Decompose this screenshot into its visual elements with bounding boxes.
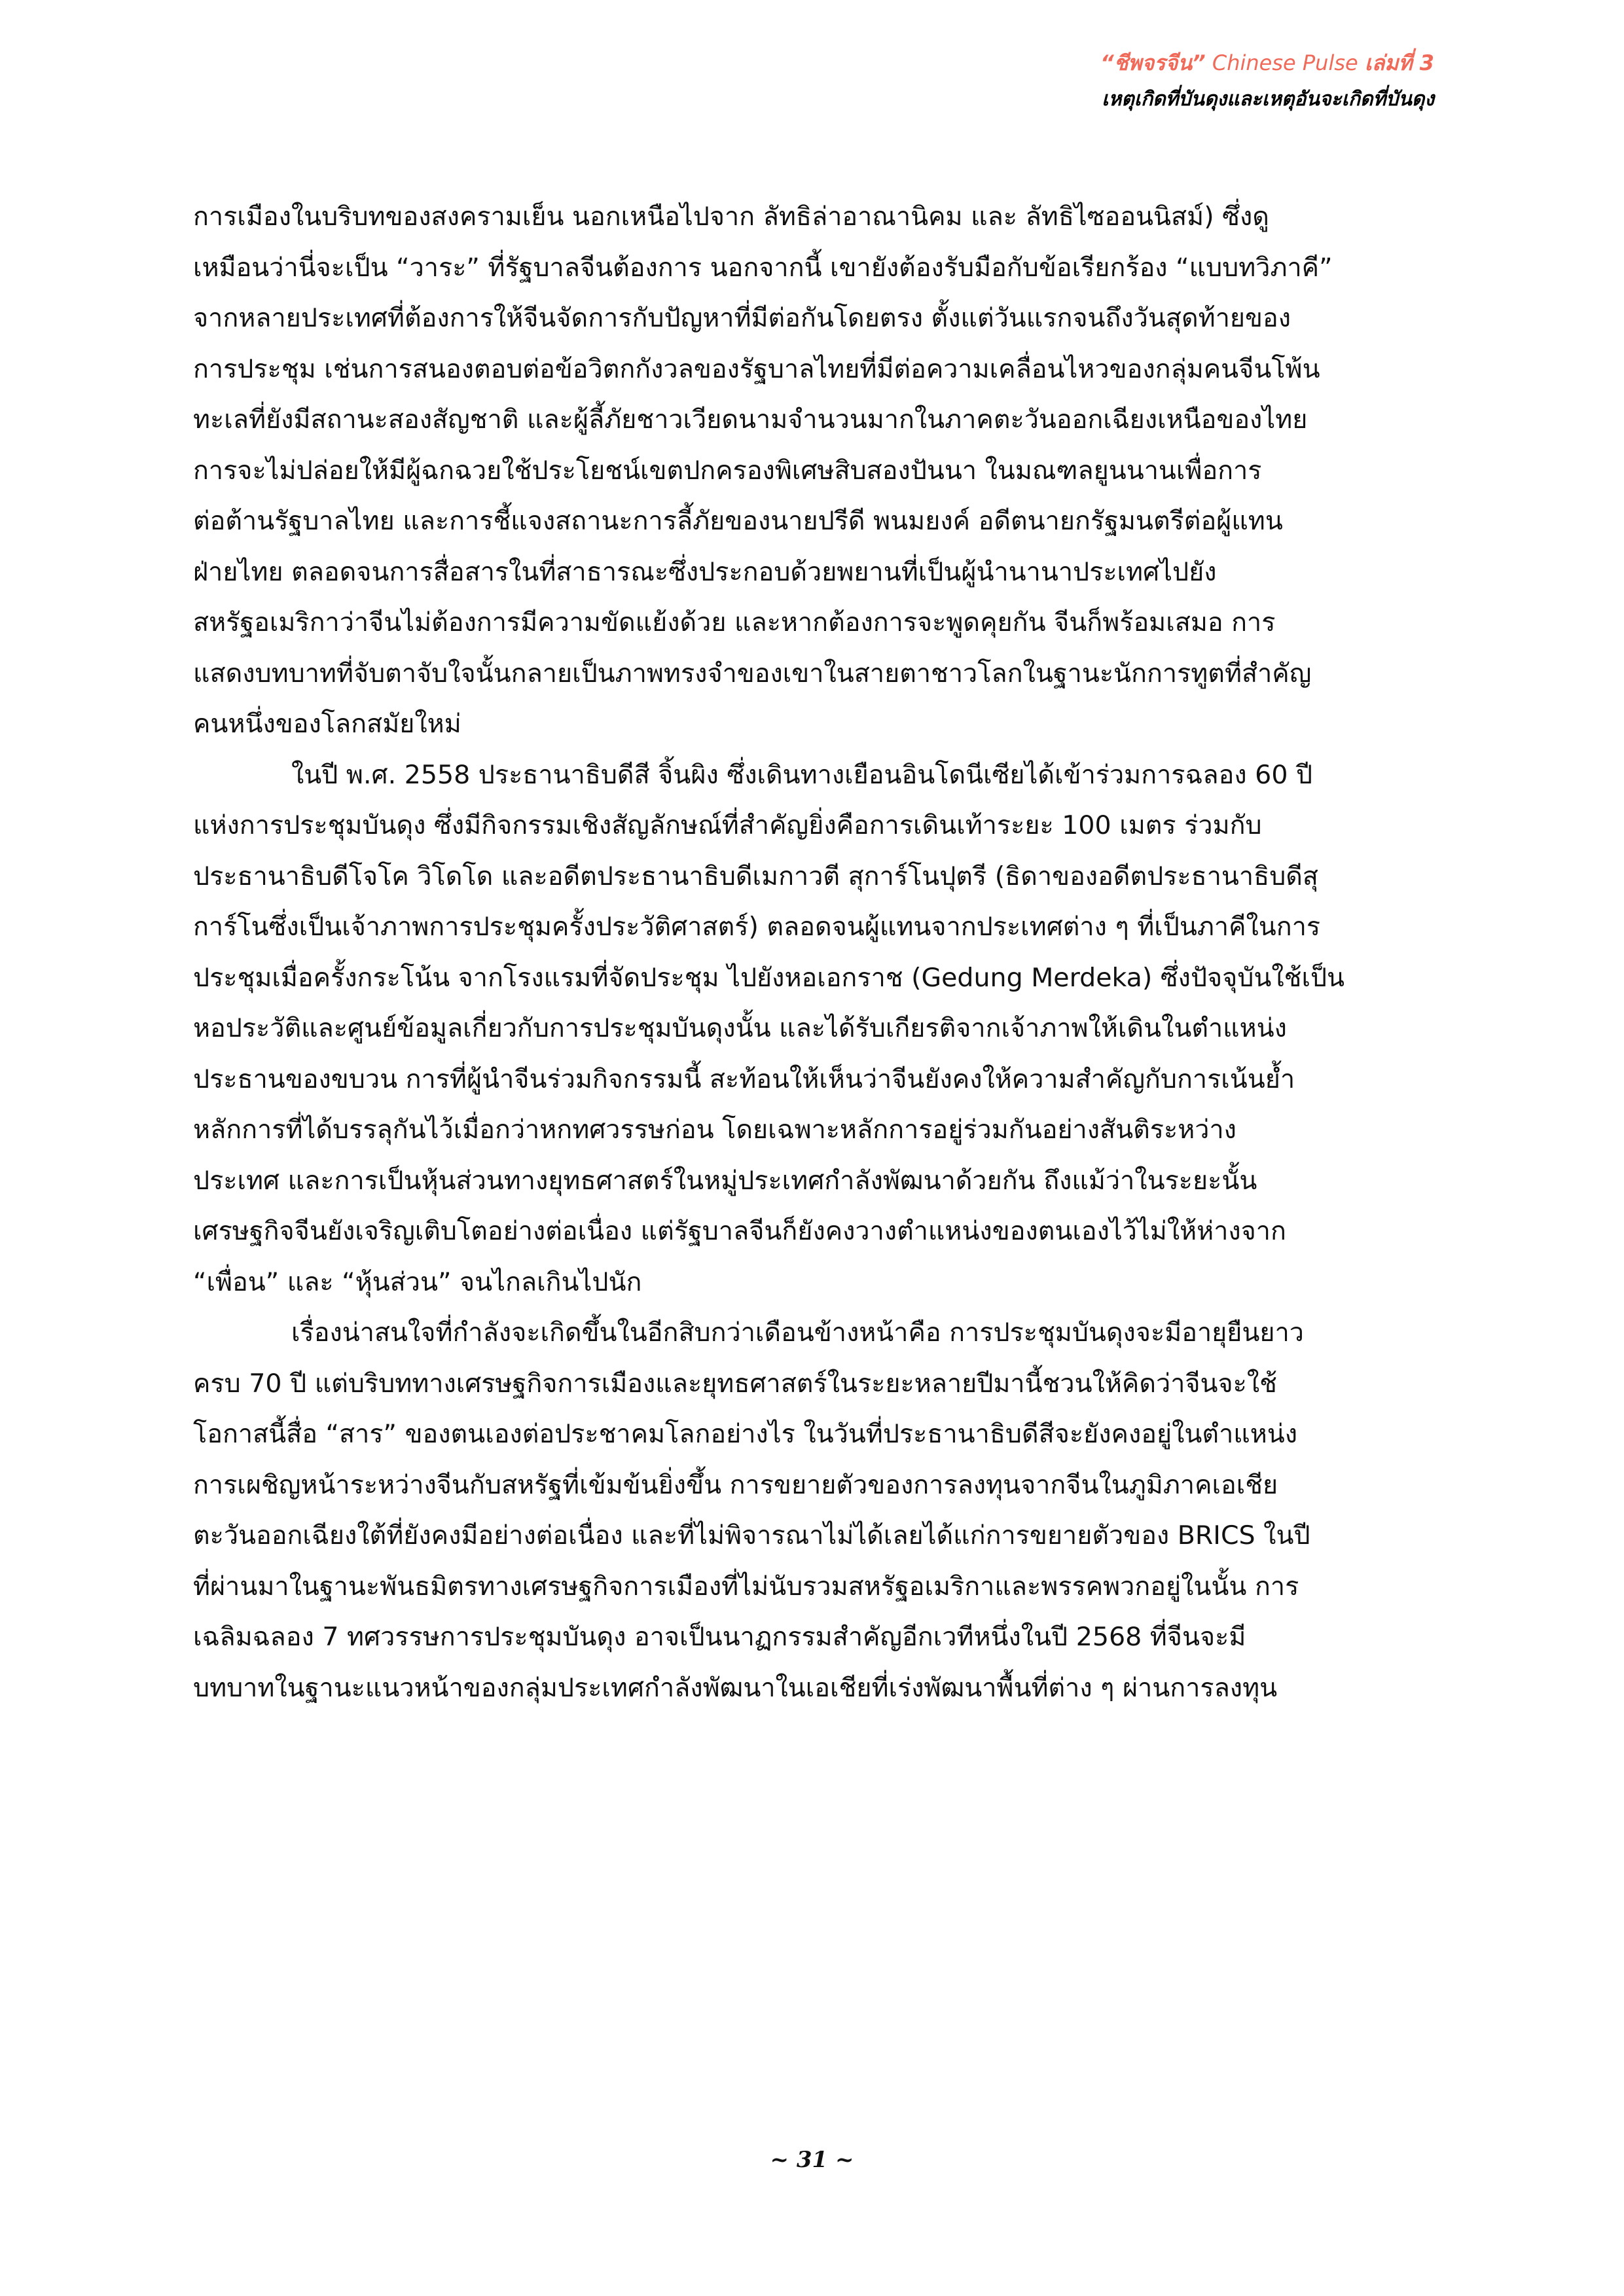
text-line: ประชุมเมื่อครั้งกระโน้น จากโรงแรมที่จัดประชุม ไปยังหอเอกราช (Gedung Merdeka) ซึ่งปัจจุบันใช้เป็น: [193, 962, 1345, 993]
text-line: หอประวัติและศูนย์ข้อมูลเกี่ยวกับการประชุมบันดุงนั้น และได้รับเกียรติจากเจ้าภาพให้เดินในตำแหน่ง: [193, 1013, 1287, 1043]
text-line: การเมืองในบริบทของสงครามเย็น นอกเหนือไปจาก ลัทธิล่าอาณานิคม และ ลัทธิไซออนนิสม์) ซึ่งดู: [193, 202, 1269, 232]
text-line: ฝ่ายไทย ตลอดจนการสื่อสารในที่สาธารณะซึ่งประกอบด้วยพยานที่เป็นผู้นำนานาประเทศไปยัง: [193, 556, 1217, 587]
text-line: ครบ 70 ปี แต่บริบททางเศรษฐกิจการเมืองและยุทธศาสตร์ในระยะหลายปีมานี้ชวนให้คิดว่าจีนจะใช้: [193, 1368, 1277, 1399]
text-line: การ์โนซึ่งเป็นเจ้าภาพการประชุมครั้งประวัติศาสตร์) ตลอดจนผู้แทนจากประเทศต่าง ๆ ที่เป็นภาคีในการ: [193, 912, 1321, 942]
body-text: [193, 192, 1434, 1713]
text-line: “เพื่อน” และ “หุ้นส่วน” จนไกลเกินไปนัก: [193, 1266, 642, 1297]
header-brand: “ชีพจรจีน”: [1100, 50, 1206, 75]
text-line: หลักการที่ได้บรรลุกันไว้เมื่อกว่าหกทศวรรษก่อน โดยเฉพาะหลักการอยู่ร่วมกันอย่างสันติระหว่าง: [193, 1115, 1236, 1145]
text-line: ประธานของขบวน การที่ผู้นำจีนร่วมกิจกรรมนี้ สะท้อนให้เห็นว่าจีนยังคงให้ความสำคัญกับการเน้นย้ำ: [193, 1064, 1295, 1094]
text-line: แสดงบทบาทที่จับตาจับใจนั้นกลายเป็นภาพทรงจำของเขาในสายตาชาวโลกในฐานะนักการทูตที่สำคัญ: [193, 658, 1312, 689]
header-section: เหตุเกิดที่บันดุงและเหตุอันจะเกิดที่บันดุง: [1102, 88, 1434, 111]
text-line: ประเทศ และการเป็นหุ้นส่วนทางยุทธศาสตร์ในหมู่ประเทศกำลังพัฒนาด้วยกัน ถึงแม้ว่าในระยะนั้น: [193, 1165, 1257, 1196]
header-subtitle: Chinese Pulse: [1212, 50, 1358, 75]
text-line: การจะไม่ปล่อยให้มีผู้ฉกฉวยใช้ประโยชน์เขตปกครองพิเศษสิบสองปันนา ในมณฑลยูนนานเพื่อการ: [193, 455, 1262, 486]
running-header: [1100, 47, 1434, 115]
text-line: ที่ผ่านมาในฐานะพันธมิตรทางเศรษฐกิจการเมืองที่ไม่นับรวมสหรัฐอเมริกาและพรรคพวกอยู่ในนั้น การ: [193, 1571, 1299, 1602]
text-line: แห่งการประชุมบันดุง ซึ่งมีกิจกรรมเชิงสัญลักษณ์ที่สำคัญยิ่งคือการเดินเท้าระยะ 100 เมตร ร่วมกับ: [193, 810, 1262, 840]
text-line: การประชุม เช่นการสนองตอบต่อข้อวิตกกังวลของรัฐบาลไทยที่มีต่อความเคลื่อนไหวของกลุ่มคนจีนโพ้น: [193, 353, 1320, 384]
text-line: ทะเลที่ยังมีสถานะสองสัญชาติ และผู้ลี้ภัยชาวเวียดนามจำนวนมากในภาคตะวันออกเฉียงเหนือของไทย: [193, 404, 1308, 435]
page-number: ~ 31 ~: [770, 2147, 854, 2173]
text-line: ต่อต้านรัฐบาลไทย และการชี้แจงสถานะการลี้ภัยของนายปรีดี พนมยงค์ อดีตนายกรัฐมนตรีต่อผู้แทน: [193, 506, 1283, 536]
text-line: เฉลิมฉลอง 7 ทศวรรษการประชุมบันดุง อาจเป็นนาฏกรรมสำคัญอีกเวทีหนึ่งในปี 2568 ที่จีนจะมี: [193, 1622, 1246, 1652]
text-line: สหรัฐอเมริกาว่าจีนไม่ต้องการมีความขัดแย้งด้วย และหากต้องการจะพูดคุยกัน จีนก็พร้อมเสมอ การ: [193, 607, 1276, 637]
text-line: คนหนึ่งของโลกสมัยใหม่: [193, 709, 461, 739]
paragraph-first-line: เรื่องน่าสนใจที่กำลังจะเกิดขึ้นในอีกสิบกว่าเดือนข้างหน้าคือ การประชุมบันดุงจะมีอายุยืนยาว: [291, 1318, 1304, 1348]
text-line: โอกาสนี้สื่อ “สาร” ของตนเองต่อประชาคมโลกอย่างไร ในวันที่ประธานาธิบดีสีจะยังคงอยู่ในตำแหน่ง: [193, 1419, 1298, 1449]
text-line: การเผชิญหน้าระหว่างจีนกับสหรัฐที่เข้มข้นยิ่งขึ้น การขยายตัวของการลงทุนจากจีนในภูมิภาคเอเชีย: [193, 1469, 1278, 1500]
text-line: ประธานาธิบดีโจโค วิโดโด และอดีตประธานาธิบดีเมกาวตี สุการ์โนปุตรี (ธิดาของอดีตประธานาธิบดีสุ: [193, 861, 1319, 891]
header-volume: เล่มที่ 3: [1364, 50, 1434, 75]
text-line: เหมือนว่านี่จะเป็น “วาระ” ที่รัฐบาลจีนต้องการ นอกจากนี้ เขายังต้องรับมือกับข้อเรียกร้อง “แบบทวิภาคี”: [193, 252, 1333, 283]
text-line: บทบาทในฐานะแนวหน้าของกลุ่มประเทศกำลังพัฒนาในเอเชียที่เร่งพัฒนาพื้นที่ต่าง ๆ ผ่านการลงทุน: [193, 1672, 1278, 1703]
paragraph-first-line: ในปี พ.ศ. 2558 ประธานาธิบดีสี จิ้นผิง ซึ่งเดินทางเยือนอินโดนีเซียได้เข้าร่วมการฉลอง 60 ปี: [291, 759, 1313, 790]
text-line: เศรษฐกิจจีนยังเจริญเติบโตอย่างต่อเนื่อง แต่รัฐบาลจีนก็ยังคงวางตำแหน่งของตนเองไว้ไม่ให้ห่างจาก: [193, 1216, 1286, 1246]
header-title-line: [1100, 47, 1434, 79]
text-line: จากหลายประเทศที่ต้องการให้จีนจัดการกับปัญหาที่มีต่อกันโดยตรง ตั้งแต่วันแรกจนถึงวันสุดท้ายของ: [193, 303, 1291, 333]
text-line: ตะวันออกเฉียงใต้ที่ยังคงมีอย่างต่อเนื่อง และที่ไม่พิจารณาไม่ได้เลยได้แก่การขยายตัวของ BRICS ในปี: [193, 1520, 1310, 1551]
